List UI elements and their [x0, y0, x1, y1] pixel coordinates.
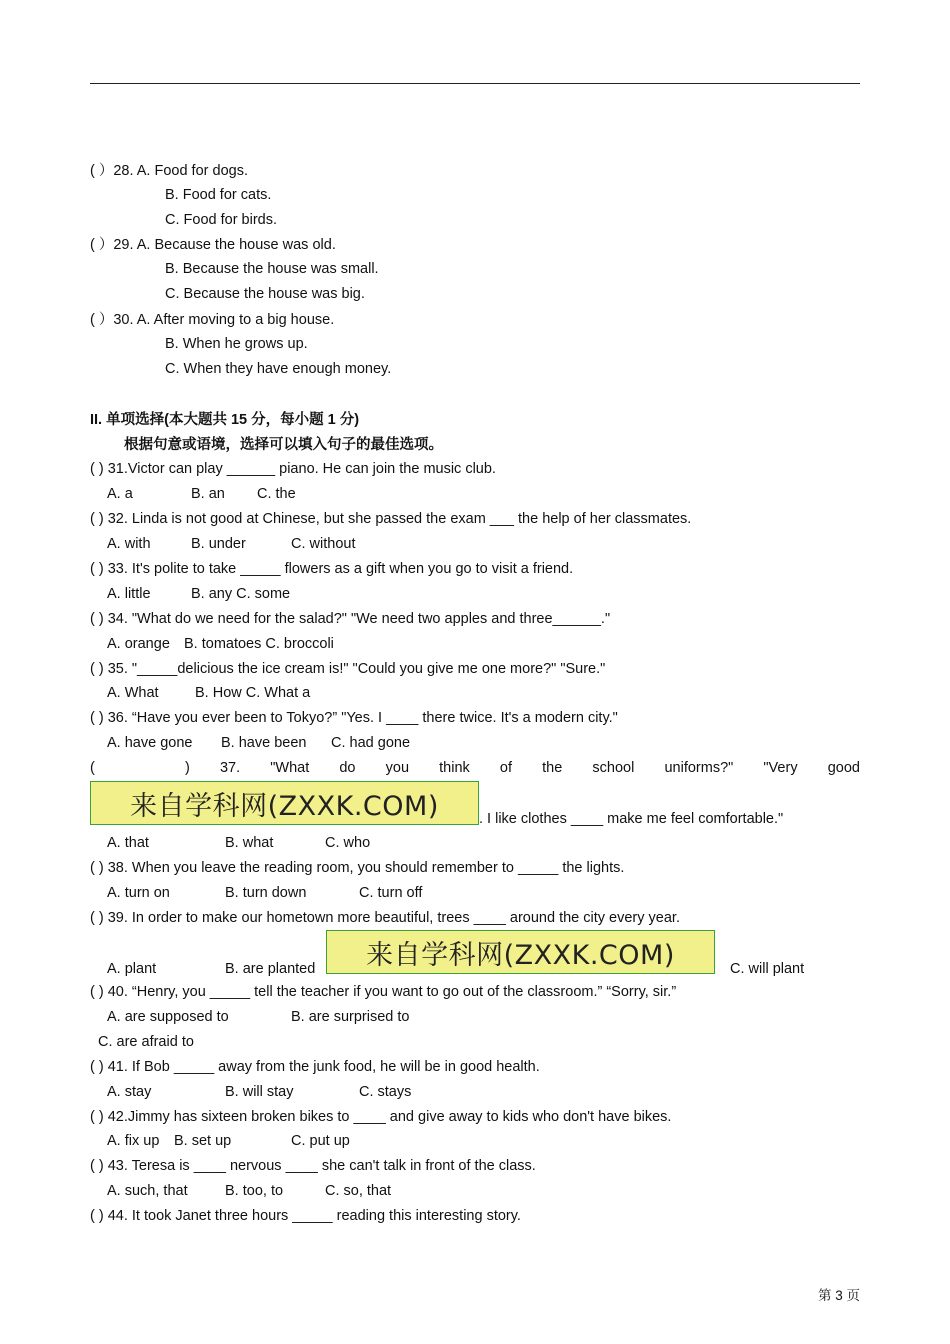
option-c: C. put up [291, 1133, 350, 1149]
q29-option-c: C. Because the house was big. [165, 286, 365, 302]
option-a: A. turn on [107, 885, 170, 901]
option-b: B. set up [174, 1133, 232, 1149]
option-a: A. stay [107, 1084, 152, 1100]
option-c: C. the [257, 486, 296, 502]
question-28: ( ）28. A. Food for dogs. [90, 163, 248, 179]
q30-option-b: B. When he grows up. [165, 336, 308, 352]
question-31: ( ) 31.Victor can play ______ piano. He can join the music club. [90, 461, 496, 477]
question-36: ( ) 36. “Have you ever been to Tokyo?” "Yes. I ____ there twice. It's a modern city." [90, 710, 618, 726]
question-39: ( ) 39. In order to make our hometown more beautiful, trees ____ around the city every year. [90, 910, 680, 926]
option-b: B. are surprised to [291, 1009, 410, 1025]
watermark-stamp: 来自学科网(ZXXK.COM) [90, 781, 479, 825]
page-number: 第 3 页 [817, 1288, 860, 1303]
option-a: A. fix up [107, 1133, 160, 1149]
q36-options [107, 734, 410, 752]
question-44: ( ) 44. It took Janet three hours _____ reading this interesting story. [90, 1208, 521, 1224]
q37-continuation: . I like clothes ____ make me feel comfortable." [479, 811, 784, 827]
option-a: A. with [107, 536, 151, 552]
option-bc: B. any C. some [191, 586, 291, 602]
q39-option-c: C. will plant [730, 961, 805, 977]
question-34: ( ) 34. "What do we need for the salad?" "We need two apples and three______." [90, 611, 611, 627]
question-32: ( ) 32. Linda is not good at Chinese, but she passed the exam ___ the help of her classmates. [90, 511, 692, 527]
option-c: C. had gone [331, 735, 411, 751]
q41-options [107, 1083, 411, 1101]
q35-options [107, 684, 310, 702]
option-b: B. will stay [225, 1084, 294, 1100]
section-instruction: 根据句意或语境，选择可以填入句子的最佳选项。 [124, 437, 443, 453]
q28-option-b: B. Food for cats. [165, 187, 272, 203]
question-43: ( ) 43. Teresa is ____ nervous ____ she can't talk in front of the class. [90, 1158, 536, 1174]
option-b: B. what [225, 835, 274, 851]
header-rule [90, 83, 860, 84]
option-a: A. a [107, 486, 133, 502]
q31-options [107, 485, 296, 503]
q39-option-b: B. are planted [225, 961, 316, 977]
option-c: C. who [325, 835, 371, 851]
option-a: A. What [107, 685, 159, 701]
option-c: C. without [291, 536, 356, 552]
question-41: ( ) 41. If Bob _____ away from the junk food, he will be in good health. [90, 1059, 540, 1075]
q33-options [107, 585, 290, 603]
option-a: A. such, that [107, 1183, 188, 1199]
question-30: ( ）30. A. After moving to a big house. [90, 312, 335, 328]
option-a: A. little [107, 586, 151, 602]
question-38: ( ) 38. When you leave the reading room, you should remember to _____ the lights. [90, 860, 625, 876]
q34-options [107, 635, 334, 653]
q30-option-c: C. When they have enough money. [165, 361, 392, 377]
question-42: ( ) 42.Jimmy has sixteen broken bikes to ____ and give away to kids who don't have bikes. [90, 1109, 672, 1125]
watermark-stamp: 来自学科网(ZXXK.COM) [326, 930, 715, 974]
q37-options [107, 834, 370, 852]
option-b: B. turn down [225, 885, 307, 901]
q39-option-a: A. plant [107, 961, 157, 977]
q40-option-c: C. are afraid to [98, 1034, 194, 1050]
option-c: C. stays [359, 1084, 412, 1100]
option-b: B. an [191, 486, 225, 502]
option-b: B. have been [221, 735, 307, 751]
q40-options [107, 1008, 409, 1026]
option-a: A. have gone [107, 735, 193, 751]
q43-options [107, 1182, 391, 1200]
option-a: A. orange [107, 636, 170, 652]
q29-option-b: B. Because the house was small. [165, 261, 379, 277]
q28-option-c: C. Food for birds. [165, 212, 278, 228]
question-29: ( ）29. A. Because the house was old. [90, 237, 336, 253]
q42-options [107, 1132, 350, 1150]
section-title: II. 单项选择(本大题共 15 分，每小题 1 分) [90, 412, 360, 428]
q32-options [107, 535, 355, 553]
question-33: ( ) 33. It's polite to take _____ flowers as a gift when you go to visit a friend. [90, 561, 574, 577]
option-c: C. turn off [359, 885, 423, 901]
option-b: B. too, to [225, 1183, 284, 1199]
option-a: A. are supposed to [107, 1009, 229, 1025]
option-bc: B. tomatoes C. broccoli [184, 636, 334, 652]
question-40: ( ) 40. “Henry, you _____ tell the teacher if you want to go out of the classroom.” “Sorry, sir.” [90, 984, 677, 1000]
option-bc: B. How C. What a [195, 685, 311, 701]
option-a: A. that [107, 835, 149, 851]
option-b: B. under [191, 536, 246, 552]
question-37: ( ) 37. "What do you think of the school uniforms?" "Very good [90, 760, 860, 776]
option-c: C. so, that [325, 1183, 392, 1199]
question-35: ( ) 35. "_____delicious the ice cream is!" "Could you give me one more?" "Sure." [90, 661, 606, 677]
q38-options [107, 884, 422, 902]
